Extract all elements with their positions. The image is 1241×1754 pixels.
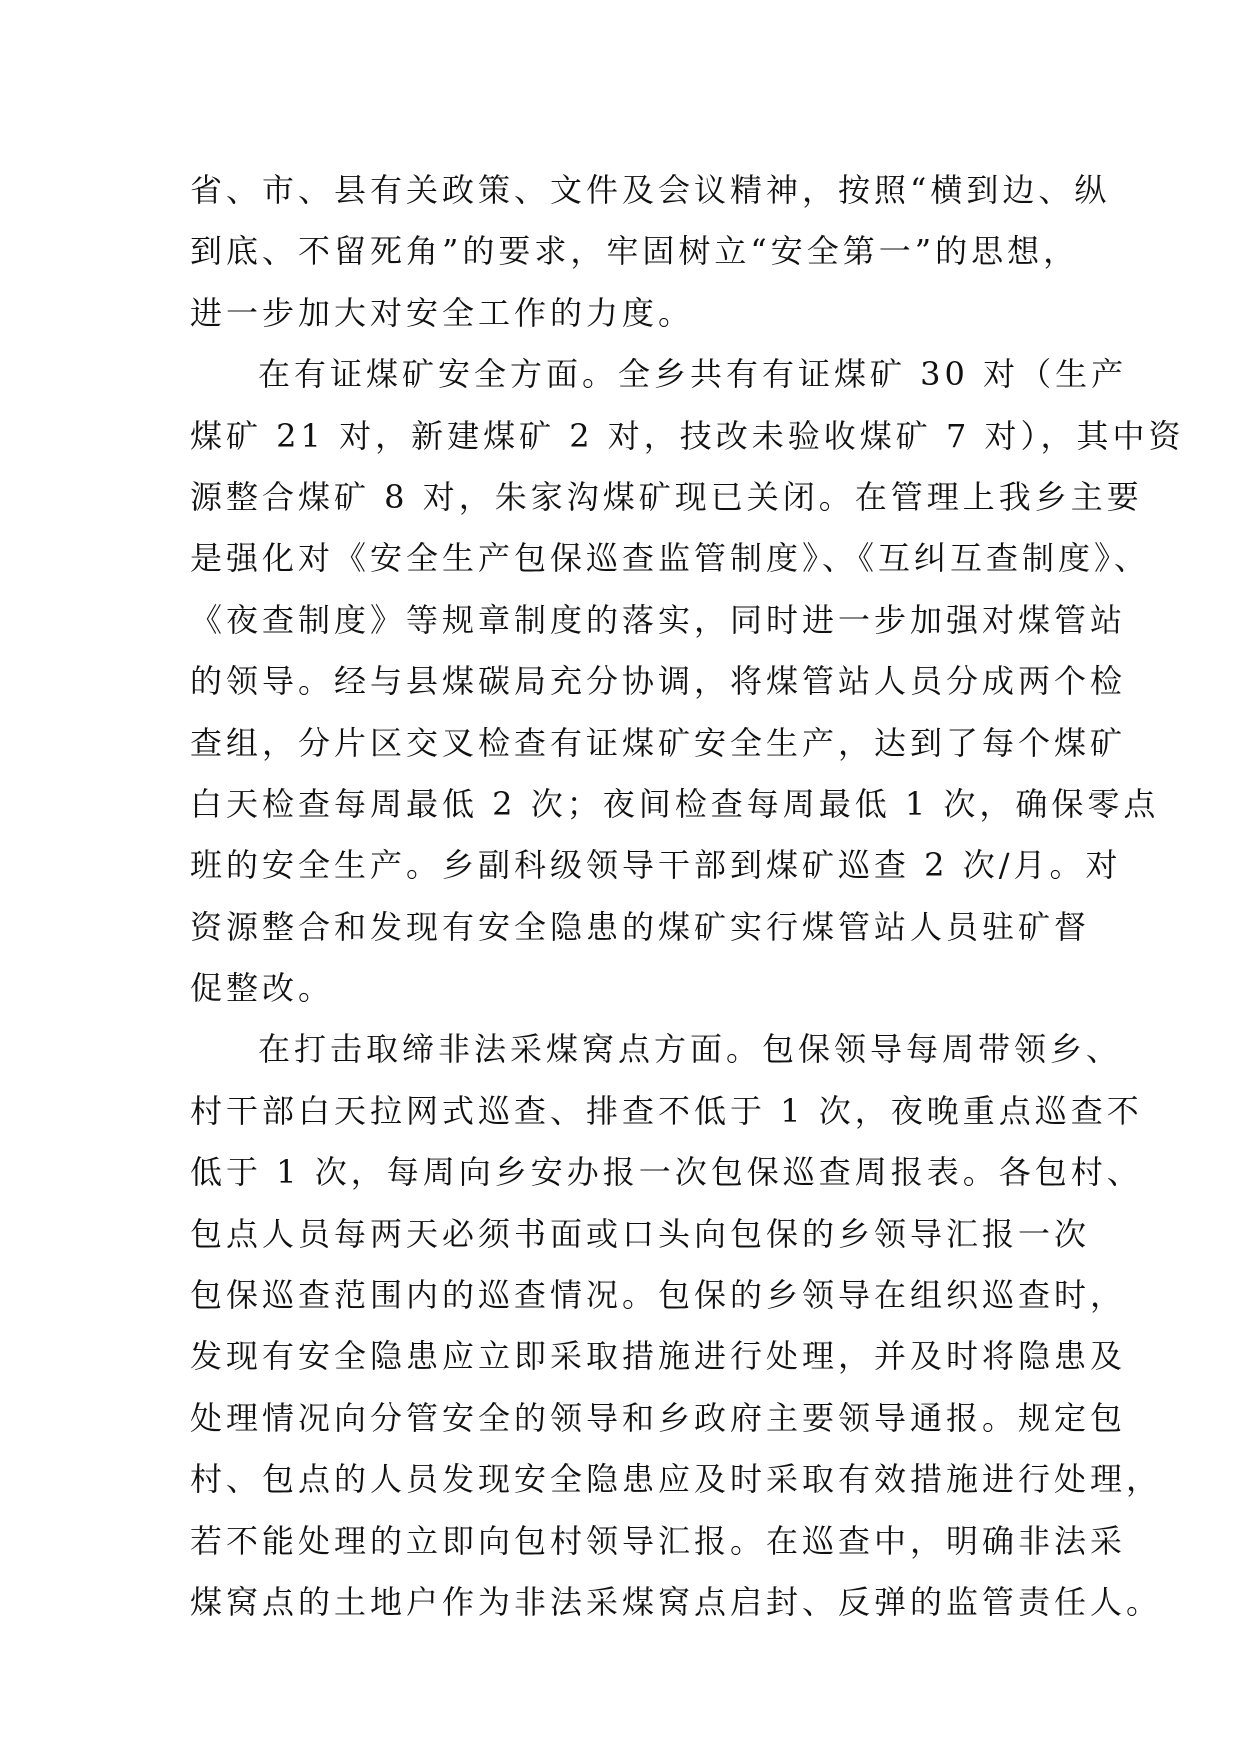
text-line: 村干部白天拉网式巡查、排查不低于 1 次，夜晚重点巡查不 — [190, 1091, 1143, 1130]
text-line: 《夜查制度》等规章制度的落实，同时进一步加强对煤管站 — [190, 600, 1127, 639]
text-line: 发现有安全隐患应立即采取措施进行处理，并及时将隐患及 — [190, 1337, 1127, 1376]
text-line: 查组，分片区交叉检查有证煤矿安全生产，达到了每个煤矿 — [190, 723, 1127, 762]
text-line: 是强化对《安全生产包保巡查监管制度》、《互纠互查制度》、 — [190, 539, 1151, 578]
text-line: 到底、不留死角”的要求，牢固树立“安全第一”的思想， — [190, 232, 1080, 271]
text-line: 处理情况向分管安全的领导和乡政府主要领导通报。规定包 — [190, 1398, 1127, 1437]
text-line: 促整改。 — [190, 969, 335, 1008]
text-line: 白天检查每周最低 2 次；夜间检查每周最低 1 次，确保零点 — [190, 784, 1160, 823]
text-line: 村、包点的人员发现安全隐患应及时采取有效措施进行处理， — [190, 1460, 1163, 1499]
text-line: 若不能处理的立即向包村领导汇报。在巡查中，明确非法采 — [190, 1521, 1127, 1560]
text-line: 包点人员每两天必须书面或口头向包保的乡领导汇报一次 — [190, 1214, 1091, 1253]
paragraph-start-line: 在打击取缔非法采煤窝点方面。包保领导每周带领乡、 — [258, 1030, 1123, 1069]
text-line: 低于 1 次，每周向乡安办报一次包保巡查周报表。各包村、 — [190, 1153, 1143, 1192]
text-line: 班的安全生产。乡副科级领导干部到煤矿巡查 2 次/月。对 — [190, 846, 1122, 885]
body-text — [190, 160, 1185, 1633]
text-line: 资源整合和发现有安全隐患的煤矿实行煤管站人员驻矿督 — [190, 907, 1091, 946]
text-line: 煤矿 21 对，新建煤矿 2 对，技改未验收煤矿 7 对），其中资 — [190, 416, 1185, 455]
text-line: 省、市、县有关政策、文件及会议精神，按照“横到边、纵 — [190, 171, 1111, 209]
text-line: 包保巡查范围内的巡查情况。包保的乡领导在组织巡查时， — [190, 1276, 1127, 1315]
text-line: 进一步加大对安全工作的力度。 — [190, 293, 695, 332]
text-line: 的领导。经与县煤碳局充分协调，将煤管站人员分成两个检 — [190, 662, 1127, 701]
paragraph-start-line: 在有证煤矿安全方面。全乡共有有证煤矿 30 对（生产 — [258, 355, 1128, 394]
text-line: 源整合煤矿 8 对，朱家沟煤矿现已关闭。在管理上我乡主要 — [190, 477, 1143, 516]
text-line: 煤窝点的土地户作为非法采煤窝点启封、反弹的监管责任人。 — [190, 1582, 1163, 1621]
